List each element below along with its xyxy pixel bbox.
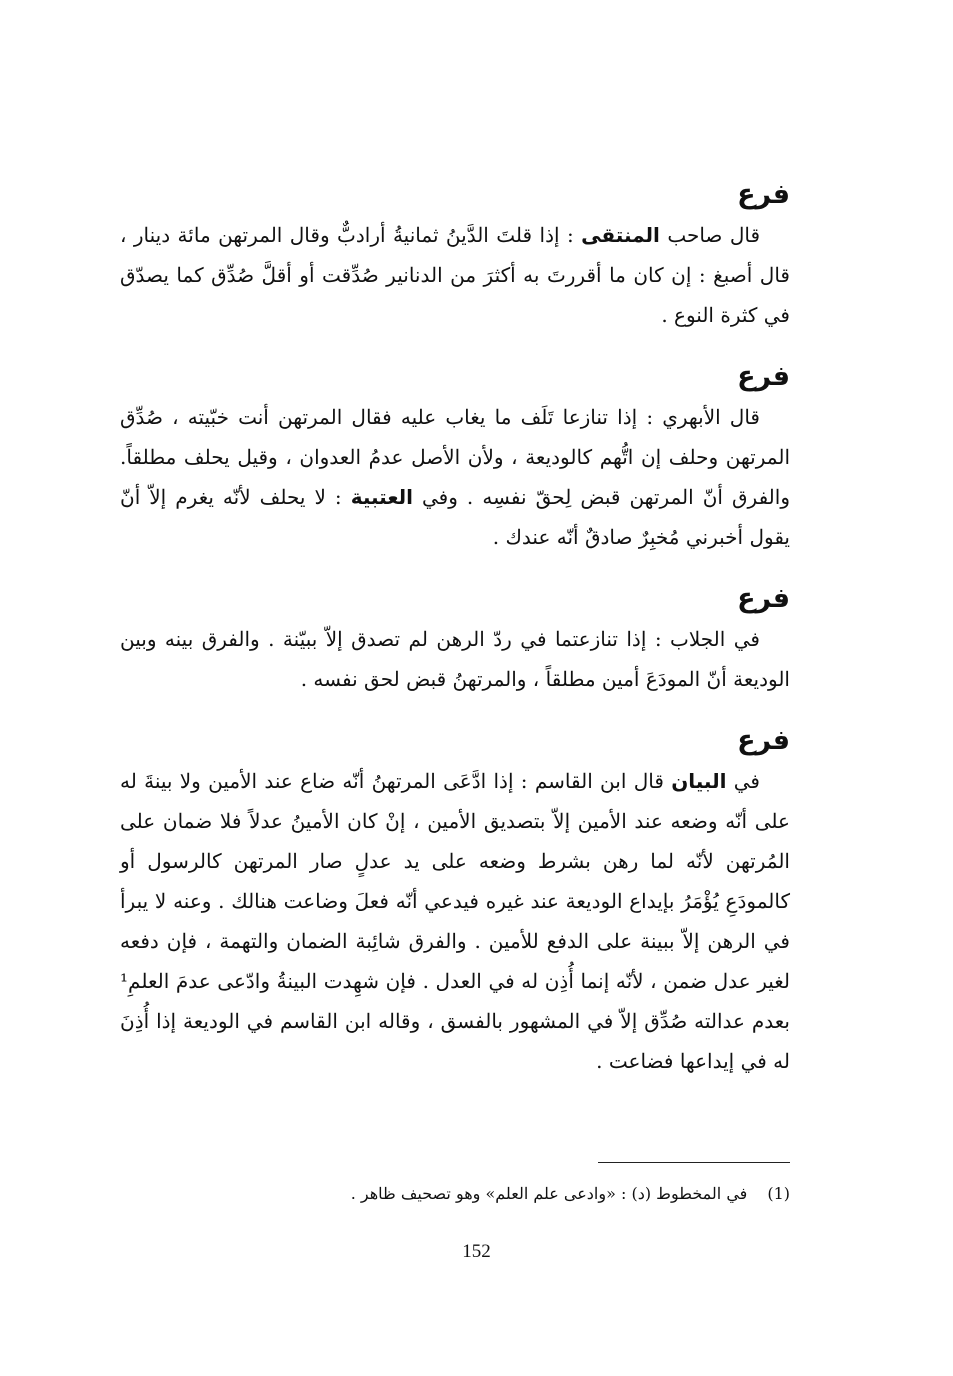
- paragraph-text: : إذا قلتَ الدَّينُ ثمانيةُ أرادبٌّ وقال المرتهن مائة دينار ، قال أصبغ : إن كان ما أقررتَ به أكثرَ من الدنانير صُدِّقت أو أقلَّ صُدِّق كما يصدّق في كثرة النوع .: [120, 223, 790, 327]
- paragraph-text: في: [726, 769, 760, 793]
- page-number: 152: [462, 1241, 491, 1262]
- footnote-separator: [598, 1162, 790, 1163]
- section-paragraph: [120, 397, 790, 557]
- section-paragraph: [120, 619, 790, 699]
- footnote: [120, 1180, 790, 1208]
- main-text: [120, 175, 790, 1103]
- paragraph-text: في الجلاب : إذا تنازعتما في ردّ الرهن لم تصدق إلاّ ببيّنة . والفرق بينه وبين الوديعة أنّ المودَعَ أمين مطلقاً ، والمرتهنُ قبض لحق نفسه .: [120, 627, 790, 691]
- paragraph-text: قال صاحب: [659, 223, 761, 247]
- section-heading: فرع: [737, 725, 790, 756]
- section-heading: فرع: [737, 583, 790, 614]
- source-title-bold: العتبية: [350, 485, 413, 509]
- section-paragraph: [120, 215, 790, 335]
- section-paragraph: [120, 761, 790, 1081]
- paragraph-text: قال ابن القاسم : إذا ادَّعَى المرتهنُ أنّه ضاع عند الأمين ولا بينةَ له على أنّه وضعه عند الأمين إلاّ بتصديق الأمين ، إنْ كان الأمينُ عدلاً فلا ضمان على المُرتهن لأنّه لما رهن بشرط وضعه على يد عدلٍ صار المرتهن كالرسول أو كالمودَعِ يُؤْمَرُ بإيداع الوديعة عند غيره فيدعي أنّه فعلَ وضاعت هنالك . وعنه لا يبرأ في الرهن إلاّ ببينة على الدفع للأمين . والفرق شائِبة الضمان والتهمة ، فإن دفعه لغير عدل ضمن ، لأنّه إنما أُذِن له في العدل . فإن شهِدت البينةُ وادّعى عدمَ العلمِ¹ بعدم عدالته صُدِّق إلاّ في المشهور بالفسق ، وقاله ابن القاسم في الوديعة إذا أُذِنَ له في إيداعها فضاعت .: [120, 769, 790, 1073]
- paragraph-text: : لا يحلف لأنّه يغرم إلاّ أنّ يقول أخبرني مُخبِرٌ صادقٌ أنّه عندك .: [120, 485, 790, 549]
- paragraph-text: قال الأبهري : إذا تنازعا تَلَف ما يغاب عليه فقال المرتهن أنت خبّيته ، صُدِّق المرتهن وحلف إن اتُّهم كالوديعة ، ولأن الأصل عدمُ العدوان ، وقيل يحلف مطلقاً. والفرق أنّ المرتهن قبض لِحقّ نفسِه . وفي: [120, 405, 790, 509]
- source-title-bold: البيان: [671, 769, 727, 793]
- section-heading: فرع: [737, 179, 790, 210]
- section-heading: فرع: [737, 361, 790, 392]
- footnote-number: (1): [767, 1184, 790, 1203]
- footnote-text: في المخطوط (د) : «وادعى علم العلم» وهو تصحيف ظاهر .: [350, 1184, 748, 1203]
- source-title-bold: المنتقى: [581, 223, 660, 247]
